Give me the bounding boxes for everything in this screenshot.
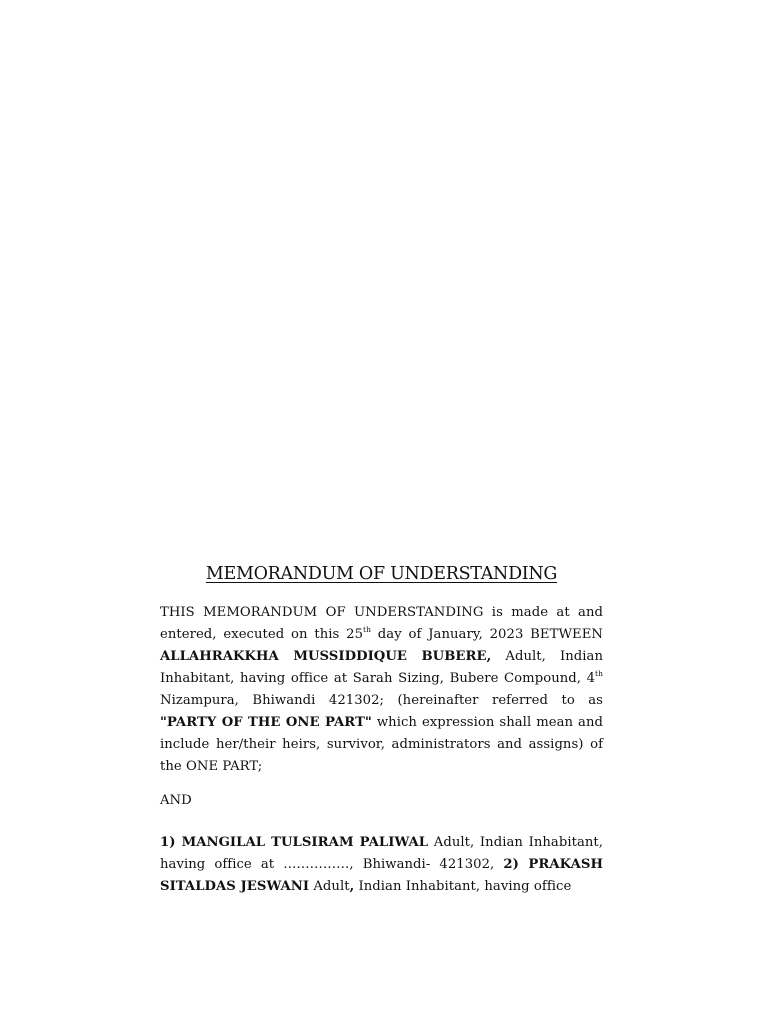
- party-two-name-2: 2) PRAKASH SITALDAS JESWANI: [160, 857, 603, 894]
- para2-bold-comma: ,: [349, 879, 355, 894]
- second-party-paragraph: [160, 832, 603, 898]
- para1-sup-1: th: [363, 625, 371, 634]
- document-title: MEMORANDUM OF UNDERSTANDING: [205, 564, 558, 584]
- document-content: [160, 562, 603, 898]
- para1-text-2: day of January, 2023 BETWEEN: [370, 627, 603, 642]
- para2-text-1: Adult, Indian Inhabitant, having office at ……………, Bhiwandi- 421302,: [160, 835, 603, 872]
- para1-text-3: Adult, Indian Inhabitant, having office at Sarah Sizing, Bubere Compound, 4: [160, 649, 603, 686]
- party-one-name: ALLAHRAKKHA MUSSIDDIQUE BUBERE,: [160, 649, 492, 664]
- para1-sup-2: th: [595, 669, 603, 678]
- para1-text-1: THIS MEMORANDUM OF UNDERSTANDING is made at and entered, executed on this 25: [160, 605, 603, 642]
- para1-text-4: Nizampura, Bhiwandi 421302; (hereinafter referred to as: [160, 693, 603, 708]
- party-two-name-1: 1) MANGILAL TULSIRAM PALIWAL: [160, 835, 429, 850]
- para1-text-5: which expression shall mean and include her/their heirs, survivor, administrators and assigns) of the ONE PART;: [160, 715, 603, 774]
- para2-text-3: Indian Inhabitant, having office: [354, 879, 572, 894]
- para2-text-2: Adult: [309, 879, 350, 894]
- party-one-designation: "PARTY OF THE ONE PART": [160, 715, 372, 730]
- opening-paragraph: [160, 602, 603, 778]
- and-separator: AND: [160, 793, 192, 808]
